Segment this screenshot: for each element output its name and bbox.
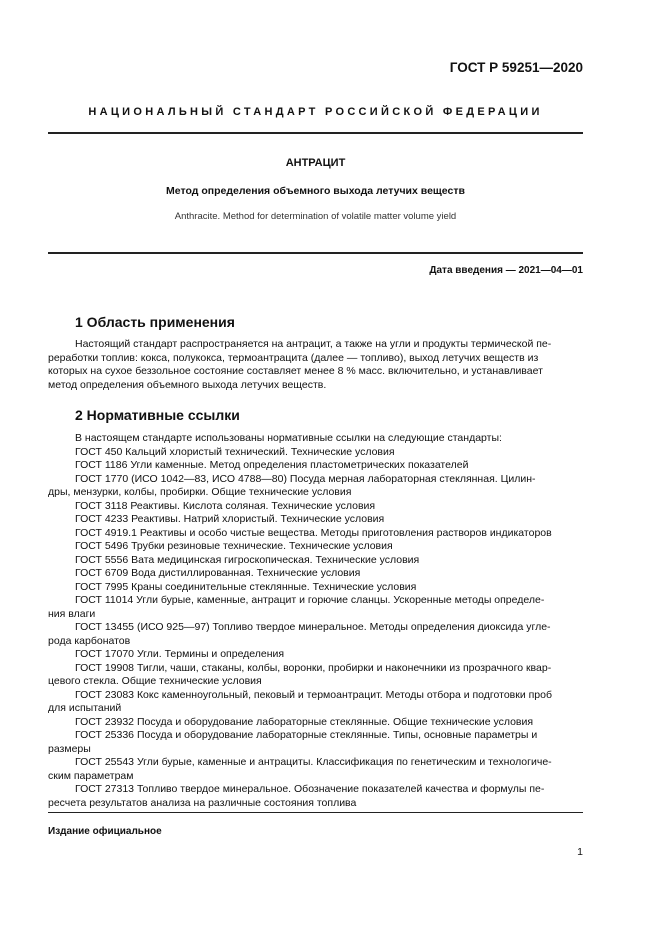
footer-divider — [48, 812, 583, 813]
reference-line: ГОСТ 23083 Кокс каменноугольный, пековый и термоантрацит. Методы отбора и подготовки проб — [75, 688, 552, 701]
reference-line: для испытаний — [48, 702, 122, 714]
document-number: ГОСТ Р 59251—2020 — [449, 60, 583, 75]
reference-line: ГОСТ 25543 Угли бурые, каменные и антрациты. Классификация по генетическим и технологиче- — [75, 756, 552, 768]
standard-title: АНТРАЦИТ — [285, 157, 346, 169]
english-title: Anthracite. Method for determination of volatile matter volume yield — [174, 211, 457, 222]
title-divider — [48, 252, 583, 254]
reference-line: ГОСТ 25336 Посуда и оборудование лабораторные стеклянные. Типы, основные параметры и — [75, 729, 538, 741]
section-1-heading: 1 Область применения — [75, 314, 235, 330]
section-2-heading: 2 Нормативные ссылки — [75, 407, 240, 423]
reference-line: ГОСТ 1770 (ИСО 1042—83, ИСО 4788—80) Посуда мерная лабораторная стеклянная. Цилин- — [75, 472, 536, 485]
reference-line: ГОСТ 1186 Угли каменные. Метод определения пластометрических показателей — [75, 459, 469, 471]
reference-line: ским параметрам — [48, 769, 134, 782]
national-standard-banner: НАЦИОНАЛЬНЫЙ СТАНДАРТ РОССИЙСКОЙ ФЕДЕРАЦИИ — [88, 106, 543, 118]
reference-line: ГОСТ 13455 (ИСО 925—97) Топливо твердое минеральное. Методы определения диоксида угле- — [75, 621, 551, 633]
normative-references-list — [48, 432, 583, 810]
reference-line: ния влаги — [48, 607, 96, 620]
reference-line: дры, мензурки, колбы, пробирки. Общие технические условия — [48, 486, 352, 498]
reference-line: цевого стекла. Общие технические условия — [48, 675, 262, 687]
standard-subtitle: Метод определения объемного выхода летучих веществ — [166, 185, 465, 197]
official-edition-label: Издание официальное — [48, 826, 162, 837]
section-1-line: которых на сухое беззольное состояние составляет менее 8 % масс. включительно, и устанавливает — [48, 365, 543, 377]
reference-line: рода карбонатов — [48, 634, 131, 647]
reference-line: размеры — [48, 742, 91, 755]
section-1-body — [48, 338, 583, 392]
section-1-line: метод определения объемного выхода летучих веществ. — [48, 378, 327, 391]
top-divider — [48, 132, 583, 134]
reference-line: ГОСТ 17070 Угли. Термины и определения — [75, 648, 285, 660]
reference-line: ГОСТ 4233 Реактивы. Натрий хлористый. Технические условия — [75, 513, 385, 525]
section-1-line: Настоящий стандарт распространяется на антрацит, а также на угли и продукты термической пе- — [75, 338, 552, 350]
reference-line: ГОСТ 23932 Посуда и оборудование лабораторные стеклянные. Общие технические условия — [75, 715, 534, 728]
reference-line: ресчета результатов анализа на различные состояния топлива — [48, 796, 357, 809]
reference-line: ГОСТ 450 Кальций хлористый технический. Технические условия — [75, 445, 395, 458]
reference-line: В настоящем стандарте использованы нормативные ссылки на следующие стандарты: — [75, 432, 502, 444]
reference-line: ГОСТ 6709 Вода дистиллированная. Технические условия — [75, 567, 361, 579]
page-number: 1 — [577, 846, 583, 858]
reference-line: ГОСТ 27313 Топливо твердое минеральное. Обозначение показателей качества и формулы пе- — [75, 783, 545, 795]
introduction-date: Дата введения — 2021—04—01 — [429, 265, 583, 276]
reference-line: ГОСТ 3118 Реактивы. Кислота соляная. Технические условия — [75, 499, 376, 512]
section-1-line: реработки топлив: кокса, полукокса, термоантрацита (далее — топливо), выход летучих веществ из — [48, 351, 539, 364]
reference-line: ГОСТ 5556 Вата медицинская гигроскопическая. Технические условия — [75, 553, 420, 566]
reference-line: ГОСТ 4919.1 Реактивы и особо чистые вещества. Методы приготовления растворов индикаторов — [75, 526, 552, 539]
reference-line: ГОСТ 7995 Краны соединительные стеклянные. Технические условия — [75, 580, 417, 593]
reference-line: ГОСТ 11014 Угли бурые, каменные, антрацит и горючие сланцы. Ускоренные методы определе- — [75, 594, 545, 606]
reference-line: ГОСТ 19908 Тигли, чаши, стаканы, колбы, воронки, пробирки и наконечники из прозрачного квар- — [75, 661, 552, 674]
reference-line: ГОСТ 5496 Трубки резиновые технические. Технические условия — [75, 540, 393, 552]
